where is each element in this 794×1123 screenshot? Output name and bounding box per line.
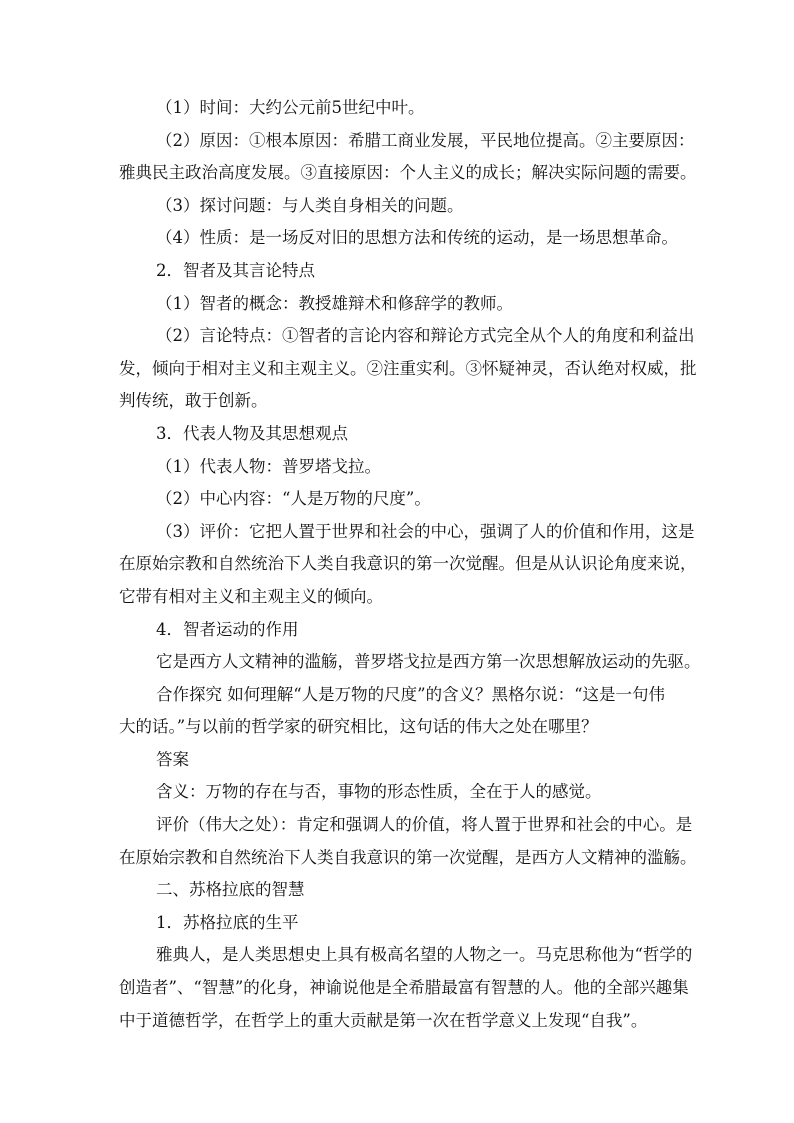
text-line: 3．代表人物及其思想观点	[156, 423, 348, 443]
text-line: （1）时间：大约公元前5世纪中叶。	[156, 98, 425, 117]
text-line: 雅典民主政治高度发展。③直接原因：个人主义的成长；解决实际问题的需要。	[119, 163, 697, 183]
text-line: （3）评价：它把人置于世界和社会的中心，强调了人的价值和作用，这是	[156, 521, 695, 541]
text-line: 含义：万物的存在与否，事物的形态性质，全在于人的感觉。	[156, 782, 602, 802]
text-line: 1．苏格拉底的生平	[156, 912, 299, 932]
text-line: （2）中心内容：“人是万物的尺度”。	[156, 489, 431, 509]
text-line: 在原始宗教和自然统治下人类自我意识的第一次觉醒。但是从认识论角度来说，	[119, 554, 697, 574]
text-line: 2．智者及其言论特点	[156, 260, 315, 280]
text-line: 答案	[156, 749, 189, 769]
text-line: 它带有相对主义和主观主义的倾向。	[119, 586, 383, 606]
document-body	[119, 92, 701, 1037]
text-line: 在原始宗教和自然统治下人类自我意识的第一次觉醒，是西方人文精神的滥觞。	[119, 847, 697, 867]
text-line: 合作探究 如何理解“人是万物的尺度”的含义？黑格尔说：“这是一句伟	[156, 684, 666, 704]
text-line: （1）代表人物：普罗塔戈拉。	[156, 456, 381, 476]
text-line: （3）探讨问题：与人类自身相关的问题。	[156, 195, 464, 215]
text-line: 发，倾向于相对主义和主观主义。②注重实利。③怀疑神灵，否认绝对权威，批	[119, 358, 697, 378]
text-line: 创造者”、“智慧”的化身，神谕说他是全希腊最富有智慧的人。他的全部兴趣集	[119, 978, 689, 998]
text-line: 它是西方人文精神的滥觞，普罗塔戈拉是西方第一次思想解放运动的先驱。	[156, 652, 701, 672]
text-line: 评价（伟大之处）：肯定和强调人的价值，将人置于世界和社会的中心。是	[156, 815, 693, 835]
text-line: （1）智者的概念：教授雄辩术和修辞学的教师。	[156, 293, 513, 313]
text-line: （4）性质：是一场反对旧的思想方法和传统的运动，是一场思想革命。	[156, 228, 678, 248]
text-line: 雅典人，是人类思想史上具有极高名望的人物之一。马克思称他为“哲学的	[156, 945, 693, 965]
text-line: 二、苏格拉底的智慧	[156, 880, 305, 900]
text-line: 中于道德哲学，在哲学上的重大贡献是第一次在哲学意义上发现“自我”。	[119, 1010, 648, 1030]
text-line: （2）原因：①根本原因：希腊工商业发展，平民地位提高。②主要原因：	[156, 130, 695, 150]
text-line: 4．智者运动的作用	[156, 619, 299, 639]
text-line: 判传统，敢于创新。	[119, 391, 268, 411]
text-line: （2）言论特点：①智者的言论内容和辩论方式完全从个人的角度和利益出	[156, 326, 695, 346]
text-line: 大的话。”与以前的哲学家的研究相比，这句话的伟大之处在哪里？	[119, 717, 598, 737]
